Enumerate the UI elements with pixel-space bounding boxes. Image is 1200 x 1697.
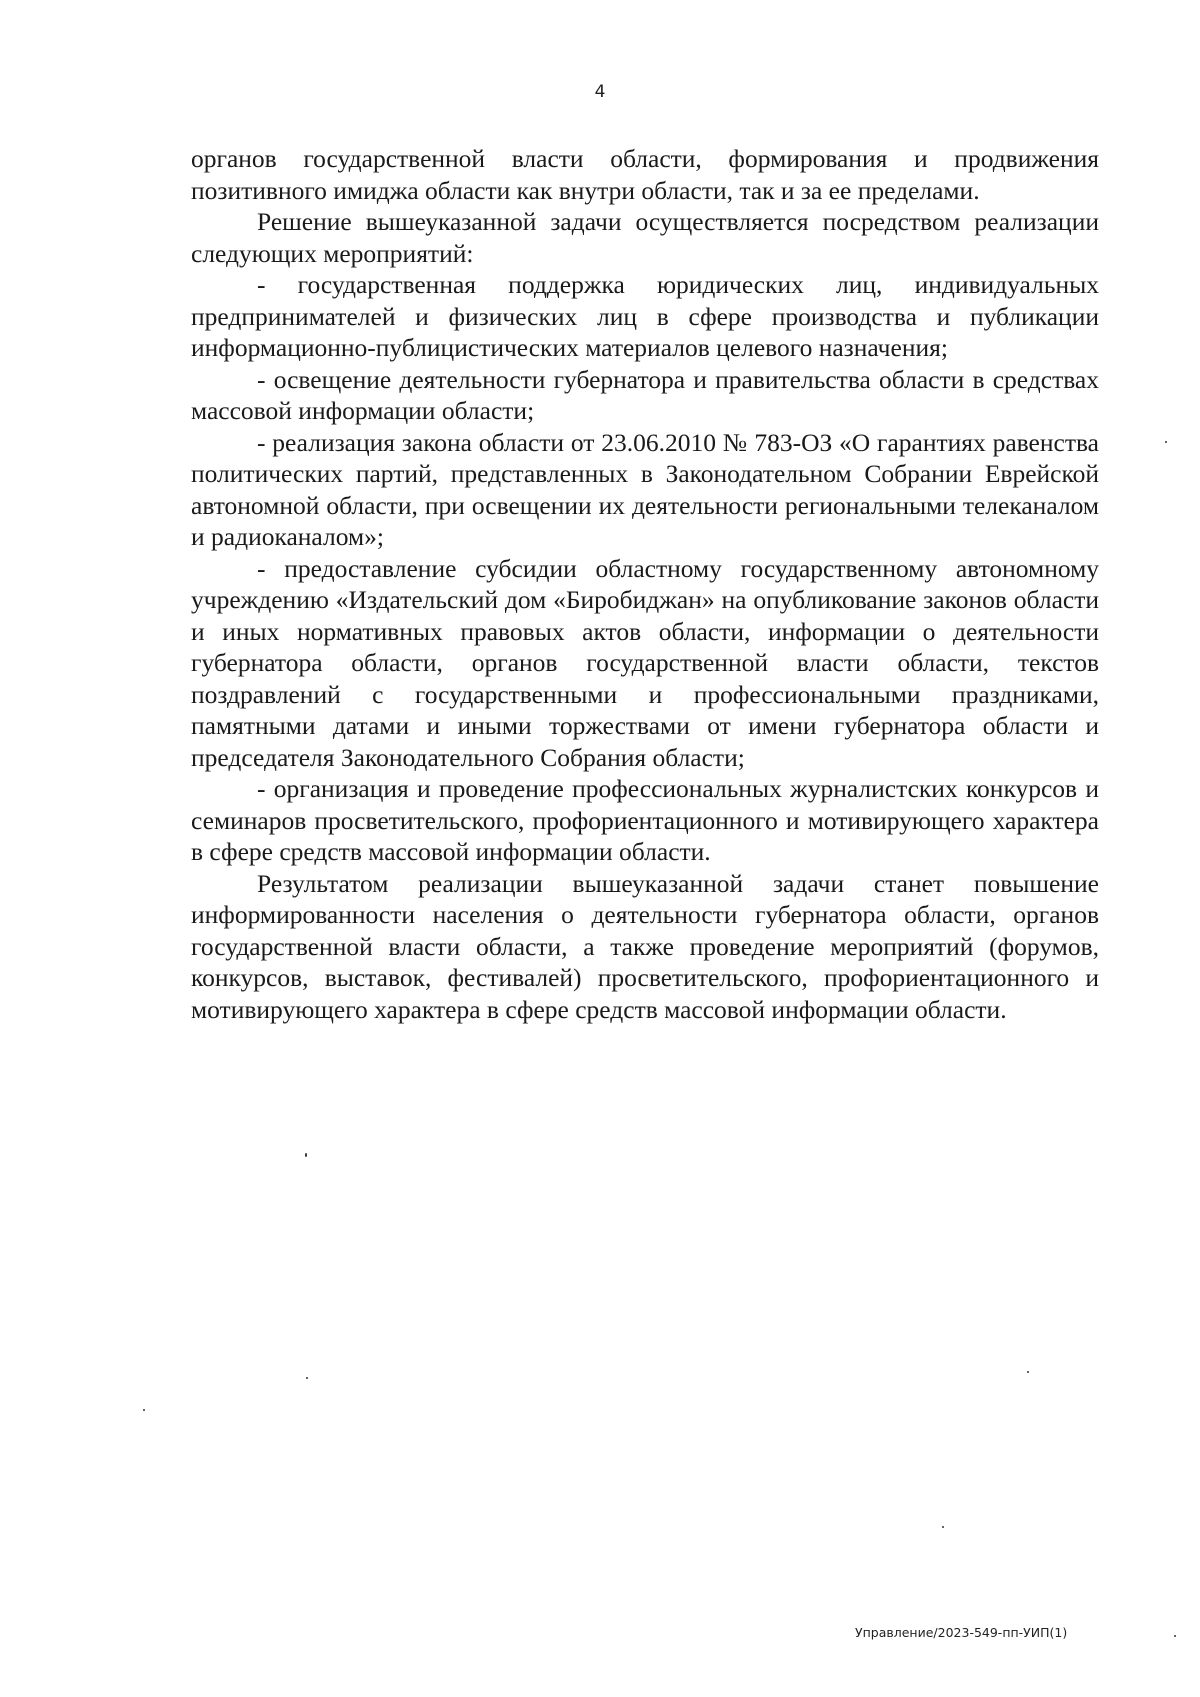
list-item-media-coverage: - освещение деятельности губернатора и правительства области в средствах массовой информации области; (191, 364, 1099, 425)
list-item-contests: - организация и проведение профессиональных журналистских конкурсов и семинаров просветительского, профориентационного и мотивирующего характера в сфере средств массовой информации области. (191, 774, 1099, 866)
scan-speck (1027, 1371, 1029, 1373)
paragraph-task-solution: Решение вышеуказанной задачи осуществляется посредством реализации следующих мероприятий: (191, 207, 1099, 268)
scan-speck (1174, 1635, 1176, 1637)
paragraph-result: Результатом реализации вышеуказанной задачи станет повышение информированности населения о деятельности губернатора области, органов государственной власти области, а также проведение мероприятий (форумов, конкурсов, выставок, фестивалей) просветительского, профориентационного и мотивирующего характера в сфере средств массовой информации области. (191, 868, 1099, 1024)
scan-speck (306, 1377, 308, 1379)
paragraph-continuation: органов государственной власти области, формирования и продвижения позитивного имиджа области как внутри области, так и за ее пределами. (191, 144, 1099, 205)
scan-speck (942, 1526, 944, 1528)
scan-speck (1165, 441, 1167, 443)
scan-speck (305, 1153, 307, 1157)
page-number: 4 (594, 82, 606, 102)
document-code: Управление/2023-549-пп-УИП(1) (855, 1625, 1068, 1640)
list-item-state-support: - государственная поддержка юридических лиц, индивидуальных предпринимателей и физических лиц в сфере производства и публикации информационно-публицистических материалов целевого назначения; (191, 270, 1099, 362)
list-item-law-implementation: - реализация закона области от 23.06.2010 № 783-ОЗ «О гарантиях равенства политических партий, представленных в Законодательном Собрании Еврейской автономной области, при освещении их деятельности региональными телеканалом и радиоканалом»; (191, 427, 1099, 551)
scan-speck (143, 1409, 145, 1411)
document-body (191, 143, 1099, 1025)
list-item-subsidy: - предоставление субсидии областному государственному автономному учреждению «Издательский дом «Биробиджан» на опубликование законов области и иных нормативных правовых актов области, информации о деятельности губернатора области, органов государственной власти области, текстов поздравлений с государственными и профессиональными праздниками, памятными датами и иными торжествами от имени губернатора области и председателя Законодательного Собрания области; (191, 553, 1099, 772)
